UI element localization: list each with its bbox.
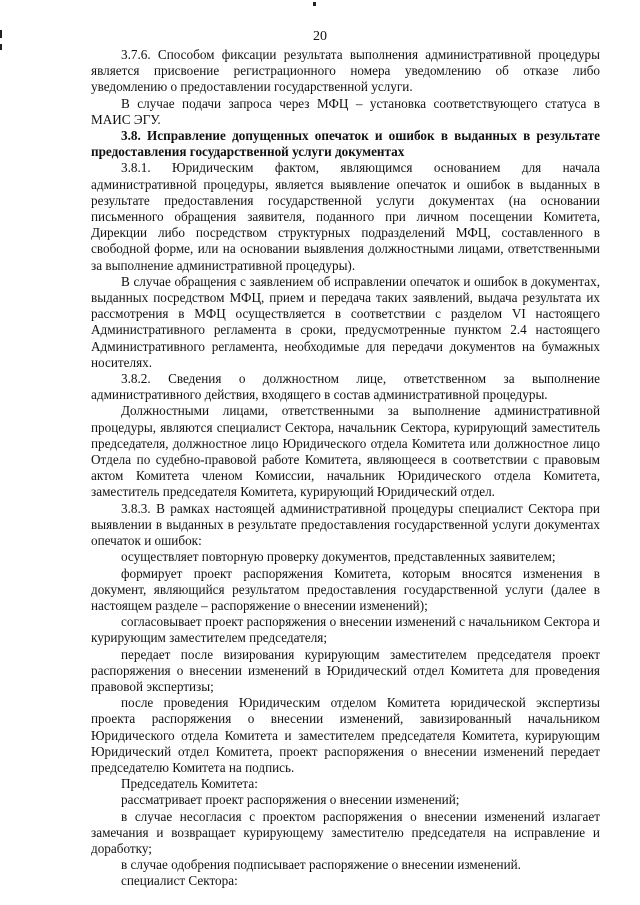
- paragraph: в случае несогласия с проектом распоряжения о внесении изменений излагает замечания и возвращает курирующему заместителю председателя на исправление и доработку;: [91, 808, 600, 856]
- paragraph: В случае подачи запроса через МФЦ – установка соответствующего статуса в МАИС ЭГУ.: [91, 95, 600, 127]
- scan-mark-top: [313, 2, 316, 6]
- paragraph: после проведения Юридическим отделом Комитета юридической экспертизы проекта распоряжения о внесении изменений, завизированный начальником Юридического отдела Комитета и заместителем председателя Комитета, курирующим Юридический отдел Комитета, проект распоряжения о внесении изменений передает председателю Комитета на подпись.: [91, 695, 600, 775]
- paragraph: В случае обращения с заявлением об исправлении опечаток и ошибок в документах, выданных посредством МФЦ, прием и передача таких заявлений, выдача результата их рассмотрения в МФЦ осуществляется в соответствии с разделом VI настоящего Административного регламента в сроки, предусмотренные пунктом 2.4 настоящего Административного регламента, необходимые для передачи документов на бумажных носителях.: [91, 273, 600, 370]
- section-heading: 3.8. Исправление допущенных опечаток и ошибок в выданных в результате предоставления государственной услуги документах: [91, 128, 600, 160]
- paragraph: Должностными лицами, ответственными за выполнение административной процедуры, являются специалист Сектора, начальник Сектора, курирующий заместитель председателя, должностное лицо Юридического отдела Комитета или должностное лицо Отдела по судебно-правовой работе Комитета, являющееся в соответствии с правовым актом Комитета членом Комиссии, начальник Юридического отдела Комитета, заместитель председателя Комитета, курирующий Юридический отдел.: [91, 403, 600, 500]
- paragraph: в случае одобрения подписывает распоряжение о внесении изменений.: [121, 857, 521, 873]
- document-body: [91, 47, 600, 890]
- paragraph: 3.8.3. В рамках настоящей административной процедуры специалист Сектора при выявлении в выданных в результате предоставления государственной услуги документах опечаток и ошибок:: [91, 500, 600, 549]
- paragraph: передает после визирования курирующим заместителем председателя проект распоряжения о внесении изменений в Юридический отдел Комитета для проведения правовой экспертизы;: [91, 646, 600, 694]
- paragraph: формирует проект распоряжения Комитета, которым вносятся изменения в документ, являющийся результатом предоставления государственной услуги (далее в настоящем разделе – распоряжение о внесении изменений);: [91, 565, 600, 613]
- paragraph: специалист Сектора:: [121, 873, 238, 889]
- paragraph: осуществляет повторную проверку документов, представленных заявителем;: [121, 549, 556, 565]
- paragraph: 3.8.2. Сведения о должностном лице, ответственном за выполнение административного действия, входящего в состав административной процедуры.: [91, 371, 600, 403]
- paragraph: Председатель Комитета:: [121, 776, 258, 792]
- page-number: 20: [313, 29, 327, 44]
- paragraph: рассматривает проект распоряжения о внесении изменений;: [121, 792, 460, 808]
- paragraph: 3.7.6. Способом фиксации результата выполнения административной процедуры является присвоение регистрационного номера уведомлению об отказе либо уведомлению о предоставлении государственной услуги.: [91, 47, 600, 95]
- paragraph: 3.8.1. Юридическим фактом, являющимся основанием для начала административной процедуры, является выявление опечаток и ошибок в выданных в результате предоставления государственной услуги документах (на основании письменного обращения заявителя, поданного при личном посещении Комитета, Дирекции либо посредством структурных подразделений МФЦ, составленного в свободной форме, или на основании выявления должностными лицами, ответственными за выполнение административной процедуры).: [91, 160, 600, 273]
- paragraph: согласовывает проект распоряжения о внесении изменений с начальником Сектора и курирующим заместителем председателя;: [91, 614, 600, 646]
